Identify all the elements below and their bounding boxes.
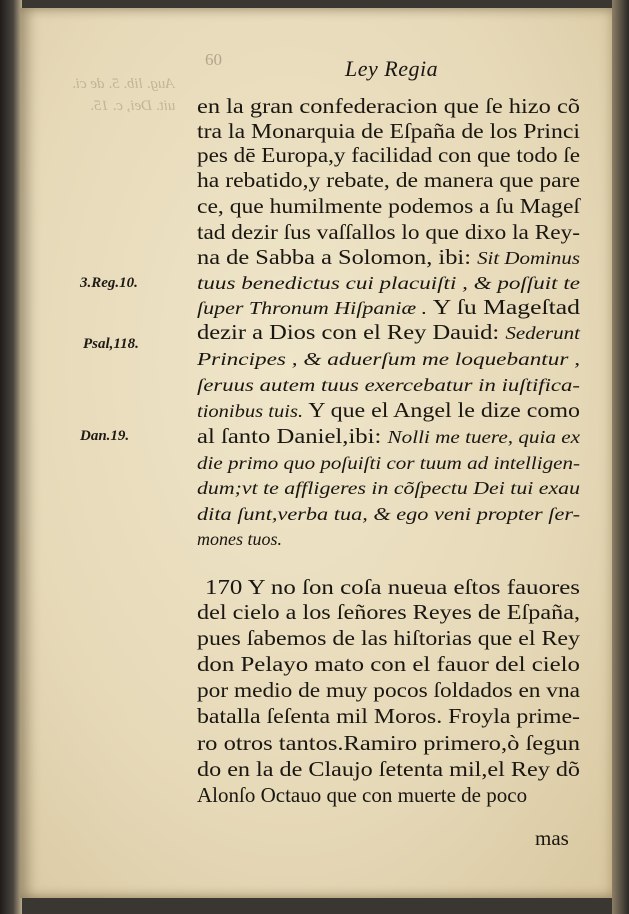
page-number: 60	[205, 50, 222, 69]
roman-text: pues ſabemos de las hiſtorias que el Rey	[197, 626, 580, 650]
roman-text: en la gran confederacion que ſe hizo cõ	[197, 94, 580, 118]
roman-text: dezir a Dios con el Rey Dauid:	[197, 320, 506, 344]
roman-text: tad dezir ſus vaſſallos lo que dixo la Rey-	[197, 220, 580, 244]
running-head: Ley Regia	[345, 56, 439, 81]
text-line	[197, 757, 580, 782]
roman-text: batalla ſeſenta mil Moros. Froyla prime-	[197, 704, 580, 728]
marginal-note: Dan.19.	[80, 428, 130, 444]
italic-text: tuus benedictus cui placuiſti , & poſſuit te	[197, 273, 580, 293]
text-line	[197, 270, 580, 295]
roman-text: al ſanto Daniel,ibi:	[197, 424, 388, 448]
text-line	[197, 704, 580, 729]
roman-text: Alonſo Octauo que con muerte de poco	[197, 783, 528, 807]
italic-text: Nolli me tuere, quia ex	[387, 427, 580, 447]
marginal-note: 3.Reg.10.	[80, 275, 138, 291]
catchword: mas	[535, 826, 569, 850]
roman-text: pes dē Europa,y facilidad con que todo ſe	[197, 143, 580, 167]
italic-text: Principes , & aduerſum me loquebantur ,	[197, 349, 580, 369]
text-line	[197, 526, 282, 551]
roman-text: Y ſu Mageſtad	[432, 295, 580, 319]
roman-text: por medio de muy pocos ſoldados en vna	[197, 678, 580, 702]
text-line	[197, 94, 580, 119]
italic-text: die primo quo poſuiſti cor tuum ad intelligen-	[197, 453, 580, 473]
italic-text: tionibus tuis.	[197, 401, 309, 421]
text-line	[197, 194, 580, 219]
italic-text: dita ſunt,verba tua, & ego veni propter ſer-	[197, 504, 580, 524]
text-line	[197, 398, 580, 423]
italic-text: Sederunt	[505, 323, 580, 343]
book-spine-edge	[0, 0, 22, 914]
text-line	[197, 372, 580, 397]
roman-text: do en la de Claujo ſetenta mil,el Rey dõ	[197, 757, 580, 781]
roman-text: del cielo a los ſeñores Reyes de Eſpaña,	[197, 600, 580, 624]
text-line	[197, 168, 580, 193]
text-line	[197, 626, 580, 651]
text-line	[197, 346, 580, 371]
italic-text: ſeruus autem tuus exercebatur in iuſtifica-	[197, 375, 580, 395]
text-line	[197, 501, 580, 526]
text-line	[197, 320, 580, 345]
italic-text: Sit Dominus	[477, 248, 580, 268]
roman-text: 170 Y no ſon coſa nueua eſtos fauores	[205, 575, 580, 599]
text-line	[197, 600, 580, 625]
text-line	[197, 783, 527, 808]
text-line	[197, 245, 580, 270]
bleed-through-text: Aug. lib. 5. de ci.	[72, 76, 175, 92]
roman-text: ro otros tantos.Ramiro primero,ò ſegun	[197, 731, 580, 755]
roman-text: Y que el Angel le dize como	[308, 398, 580, 422]
roman-text: tra la Monarquia de Eſpaña de los Princi	[197, 119, 580, 143]
text-line	[197, 220, 580, 245]
roman-text: na de Sabba a Solomon, ibi:	[197, 245, 478, 269]
text-line	[197, 119, 580, 144]
italic-text: dum;vt te affligeres in cõſpectu Dei tui exau	[197, 478, 580, 498]
roman-text: don Pelayo mato con el fauor del cielo	[197, 652, 580, 676]
text-line	[197, 143, 580, 168]
marginal-note: Psal,118.	[83, 336, 139, 352]
italic-text: mones tuos.	[197, 529, 282, 549]
italic-text: ſuper Thronum Hiſpaniæ .	[197, 298, 433, 318]
roman-text: ha rebatido,y rebate, de manera que pare	[197, 168, 580, 192]
text-line	[197, 450, 580, 475]
text-line	[197, 652, 580, 677]
page-fore-edge	[612, 0, 629, 914]
text-line	[197, 475, 580, 500]
roman-text: ce, que humilmente podemos a ſu Mageſ	[197, 194, 580, 218]
text-line	[197, 678, 580, 703]
text-line	[205, 575, 580, 600]
bleed-through-text: uit. Dei, c. 15.	[90, 98, 176, 114]
text-line	[197, 424, 580, 449]
text-line	[197, 295, 580, 320]
text-line	[197, 731, 580, 756]
